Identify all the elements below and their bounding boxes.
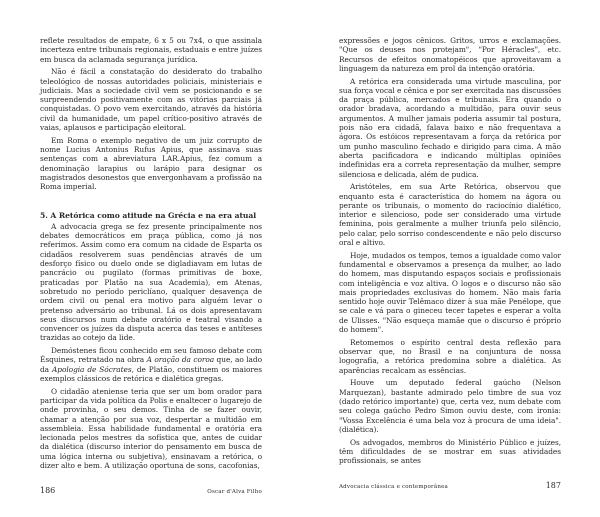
paragraph: Os advogados, membros do Ministério Público e juízes, têm dificuldades de se mostrar em suas atividades profissionais, se antes bbox=[339, 437, 561, 466]
right-page bbox=[300, 0, 600, 512]
paragraph: expressões e jogos cênicos. Gritos, urros e exclamações. "Que os deuses nos protejam", "Por Héracles", etc. Recursos de efeitos onomatopéicos que aproveitavam a linguagem da natureza em prol da intenção oratória. bbox=[339, 36, 561, 73]
paragraph-demosthenes bbox=[40, 346, 262, 383]
paragraph: Aristóteles, em sua Arte Retórica, observou que enquanto esta é característica do homem na ágora ou perante os tribunais, o momento do raciocínio dialético, interior e silencioso, pode ser considerado uma virtude feminina, pois geralmente a mulher triunfa pelo silêncio, pelo calar, pelo sorriso condescendente e não pelo discurso oral e altivo. bbox=[339, 182, 561, 248]
paragraph: Retomemos o espírito central desta reflexão para observar que, no Brasil e na conjuntura de nossa logografia, a retórica predomina sobre a dialética. As aparências recalcam as essências. bbox=[339, 337, 561, 375]
text: Demóstenes ficou conhecido em seu famoso debate com Ésquines, retratado na obra bbox=[40, 346, 262, 365]
paragraph: Houve um deputado federal gaúcho (Nelson Marquezan), bastante admirado pelo timbre de sua voz (dado retórico importante) que, certa vez, num debate com seu colega gaúcho Pedro Simon ouviu deste, com ironia: "Vossa Excelência é uma bela voz à procura de uma ideia". (dialética). bbox=[339, 378, 561, 434]
paragraph: A retórica era considerada uma virtude masculina, por sua força vocal e cênica e por ser exercitada nas discussões da praça pública, mercados e tribunais. Era quando o orador bradava, acordando a multidão, para ouvir seus argumentos. A mulher jamais poderia assumir tal postura, pois não era cidadã, falava baixo e não frequentava a ágora. Os estóicos representavam a força da retórica por um punho masculino fechado e dirigido para cima. A mão aberta pacificadora e indicando múltiplas opiniões indefinidas era a correta representação da mulher, sempre silenciosa e delicada, além de pudica. bbox=[339, 76, 562, 179]
right-page-footer bbox=[339, 469, 561, 492]
paragraph: Em Roma o exemplo negativo de um juiz corrupto de nome Lucius Antonius Rufus Apius, que assinava suas sentenças com a abreviatura LAR.Apius, fez comum a denominação larapius ou larápio para designar os magistrados desonestos que envergonhavam a profissão na Roma imperial. bbox=[40, 135, 262, 192]
book-title: Apologia de Sócrates bbox=[51, 364, 132, 374]
paragraph: A advocacia grega se fez presente principalmente nos debates democráticos em praça pública, como já nos referimos. Assim como era comum na cidade de Esparta os cidadãos resolverem suas pendências através de um desforço físico ou duelo onde se digladiavam em lutas de pancrácio ou pugilato (formas primitivas de boxe, praticadas por Platão na sua Academia), em Atenas, sobretudo no período periclíano, qualquer desavença de ordem civil ou penal era motivo para alguém levar o pretenso adversário ao tribunal. Lá os dois apresentavam seus discursos num debate oratório e teatral visando a convencer os juízes da disputa acerca das teses e antíteses trazidas ao cotejo da lide. bbox=[40, 221, 262, 343]
left-page-footer bbox=[40, 474, 262, 497]
paragraph: O cidadão ateniense teria que ser um bom orador para participar da vida política da Polis e enaltecer o lugarejo de onde provinha, o seu demos. Tinha de se fazer ouvir, chamar a atenção por sua voz, despertar a multidão em assembleia. Essa habilidade fundamental e oratória era lecionada pelos mestres da sofística que, antes de cuidar da dialética (discurso interior do pensamento em busca de uma lógica interna ou subjetiva), ensinavam a retórica, o dizer alto e bem. A utilização oportuna de sons, cacofonias, bbox=[40, 386, 262, 471]
paragraph: Hoje, mudados os tempos, temos a igualdade como valor fundamental e observamos a presença da mulher, ao lado do homem, mas disputando espaços sociais e profissionais com inteligência e voz altiva. O logos e o discurso não são mais propriedades exclusivas do homem. Não mais faria sentido hoje ouvir Telêmaco dizer à sua mãe Penélope, que se cale e vá para o gineceu tecer tapetes e esperar a volta de Ulisses. "Não esqueça mamãe que o discurso é próprio do homem". bbox=[339, 250, 561, 335]
book-title: A oração da coroa bbox=[146, 355, 215, 365]
left-page-body bbox=[40, 36, 262, 474]
section-heading: 5. A Retórica como atitude na Grécia e na era atual bbox=[40, 210, 257, 220]
text: , de Platão, constituem os maiores exemplos clássicos de retórica e dialética gregas. bbox=[40, 364, 262, 383]
page-number: 187 bbox=[545, 480, 561, 490]
right-page-body bbox=[339, 36, 561, 469]
running-footer: Oscar d'Alva Filho bbox=[207, 488, 262, 495]
running-footer: Advocacia clássica e contemporânea bbox=[339, 483, 449, 490]
paragraph: Não é fácil a constatação do desiderato do trabalho teleológico de nossas autoridades policiais, ministeriais e judiciais. Mas a sociedade civil vem se posicionando e se surpreendendo positivamente com as vitórias parciais já conquistadas. O povo vem exercitando, através da história civil da humanidade, um papel crítico-positivo através de vaias, aplausos e participação eleitoral. bbox=[40, 67, 262, 133]
paragraph: reflete resultados de empate, 6 x 5 ou 7x4, o que assinala incerteza entre tribunais regionais, estaduais e entre juízes em busca da aclamada segurança jurídica. bbox=[40, 36, 262, 64]
page-number: 186 bbox=[40, 485, 56, 495]
text: que, ao lado da bbox=[40, 355, 262, 374]
